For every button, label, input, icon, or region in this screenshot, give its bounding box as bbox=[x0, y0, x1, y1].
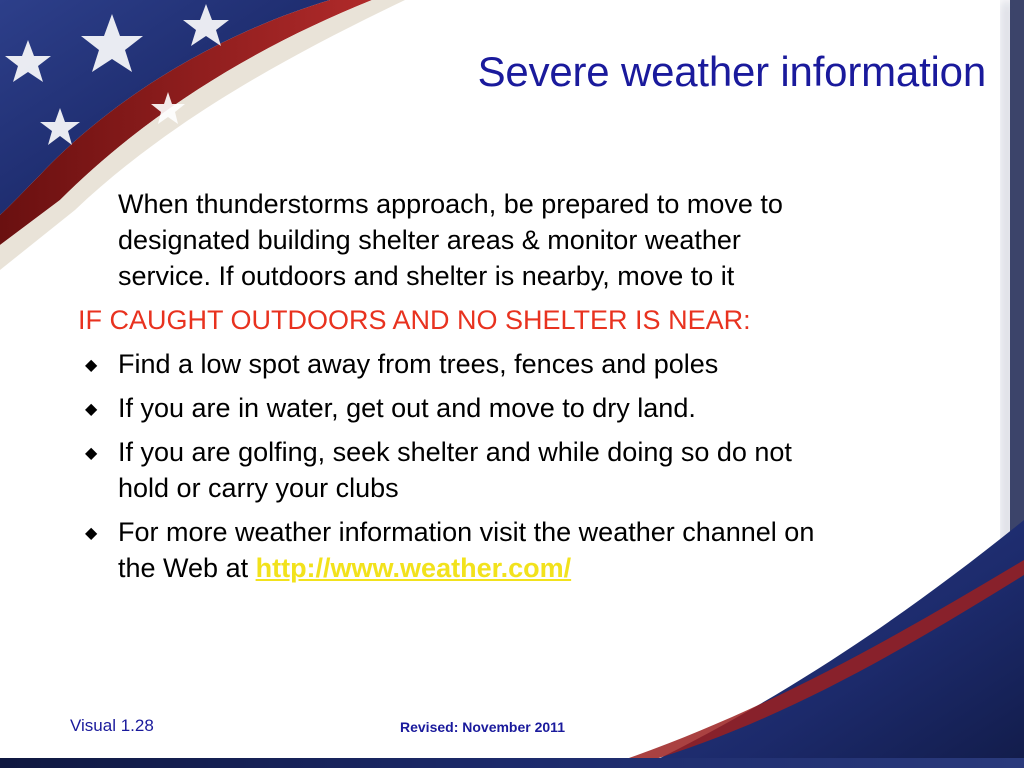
diamond-bullet-icon: ◆ bbox=[85, 357, 98, 374]
bullet-text: For more weather information visit the weather channel on bbox=[118, 517, 815, 547]
list-item bbox=[78, 390, 958, 426]
slide-title: Severe weather information bbox=[477, 48, 986, 95]
bullet-text: If you are golfing, seek shelter and while doing so do not bbox=[118, 437, 792, 467]
bullet-list bbox=[78, 346, 958, 586]
slide-number: Visual 1.28 bbox=[70, 716, 154, 735]
list-item bbox=[78, 434, 958, 506]
diamond-bullet-icon: ◆ bbox=[85, 401, 98, 418]
intro-paragraph bbox=[78, 186, 958, 294]
intro-line: When thunderstorms approach, be prepared to move to bbox=[118, 189, 783, 219]
slide-body bbox=[78, 186, 958, 594]
diamond-bullet-icon: ◆ bbox=[85, 525, 98, 542]
alert-heading: IF CAUGHT OUTDOORS AND NO SHELTER IS NEAR: bbox=[78, 305, 751, 335]
bullet-text-with-link bbox=[118, 550, 958, 586]
weather-link[interactable]: http://www.weather.com/ bbox=[255, 553, 572, 583]
intro-line: designated building shelter areas & monitor weather bbox=[118, 225, 741, 255]
diamond-bullet-icon: ◆ bbox=[85, 445, 98, 462]
bullet-text: the Web at bbox=[118, 553, 256, 583]
revision-date: Revised: November 2011 bbox=[400, 719, 565, 735]
bullet-text: hold or carry your clubs bbox=[118, 473, 399, 503]
list-item bbox=[78, 346, 958, 382]
intro-line: service. If outdoors and shelter is nearby, move to it bbox=[118, 261, 735, 291]
bottom-band bbox=[0, 758, 1024, 768]
bullet-text: Find a low spot away from trees, fences and poles bbox=[118, 349, 719, 379]
list-item bbox=[78, 514, 958, 586]
bullet-text: If you are in water, get out and move to dry land. bbox=[118, 393, 696, 423]
